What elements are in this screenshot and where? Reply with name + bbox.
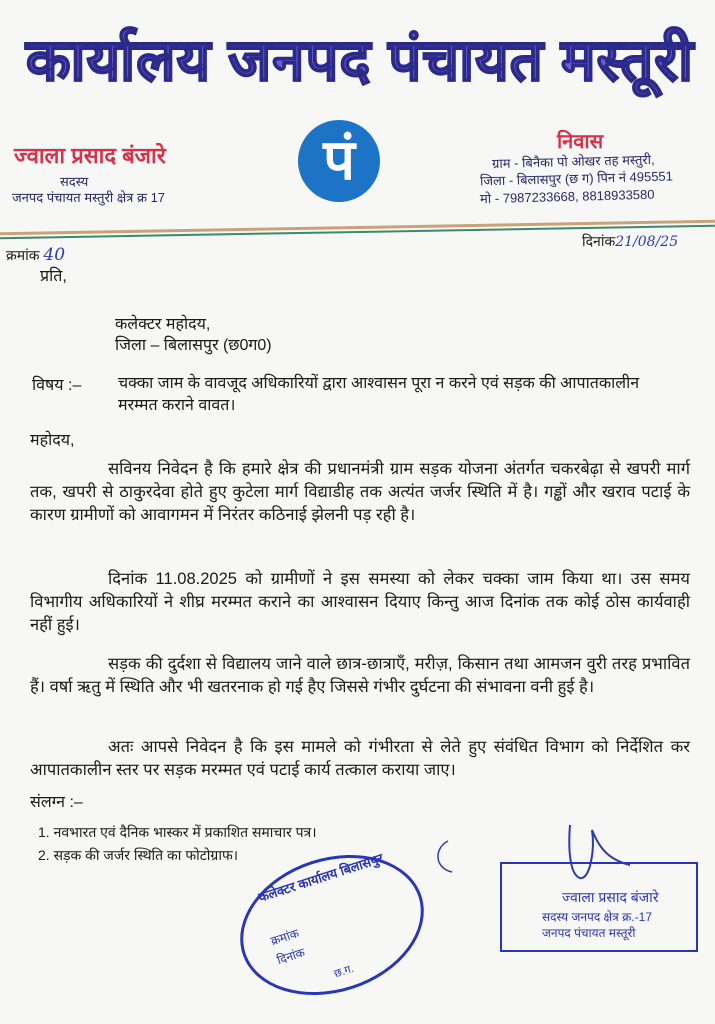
ref-label: क्रमांक: [6, 247, 40, 263]
address-line-3: मो - 7987233668, 8818933580: [479, 186, 655, 207]
stamp-bottom-text: छ.ग.: [332, 962, 356, 981]
date-label: दिनांक: [582, 233, 616, 249]
enclosure-item-1: 1. नवभारत एवं दैनिक भास्कर में प्रकाशित समाचार पत्र।: [38, 824, 317, 840]
signature-stamp: [500, 862, 698, 952]
member-role: सदस्य: [60, 174, 89, 189]
subject-label: विषय :–: [32, 377, 82, 394]
recipient-line-2: जिला – बिलासपुर (छ0ग0): [115, 337, 272, 354]
address-line-1: ग्राम - बिनैका पो ओखर तह मस्तुरी,: [491, 151, 655, 172]
ref-line: [6, 245, 65, 265]
paragraph-4: अतः आपसे निवेदन है कि इस मामले को गंभीरता से लेते हुए संवंधित विभाग को निर्देशित कर आपातकालीन स्तर पर सड़क मरम्मत एवं पटाई कार्य तत्काल कराया जाए।: [30, 738, 690, 779]
enclosure-item-2: 2. सड़क की जर्जर स्थिति का फोटोग्राफ।: [38, 847, 239, 863]
to-label: प्रति,: [40, 268, 67, 285]
pen-mark-icon: [428, 838, 458, 878]
paragraph-2: दिनांक 11.08.2025 को ग्रामीणों ने इस समस्या को लेकर चक्का जाम किया था। उस समय विभागीय अधिकारियों ने शीघ्र मरम्मत कराने का आश्वासन दियाए किन्तु आज दिनांक तक कोई ठोस कार्यवाही नहीं हुई।: [30, 570, 690, 634]
member-name: ज्वाला प्रसाद बंजारे: [14, 143, 166, 168]
salutation: महोदय,: [30, 432, 75, 449]
ref-value: 40: [43, 245, 66, 265]
panchayat-logo-icon: पं: [298, 120, 380, 202]
letterhead-title: कार्यालय जनपद पंचायत मस्तूरी: [25, 28, 695, 93]
paragraph-3: सड़क की दुर्दशा से विद्यालय जाने वाले छात्र-छात्राएँ, मरीज़, किसान तथा आमजन वुरी तरह प्रभावित हैं। वर्षा ऋतु में स्थिति और भी खतरनाक हो गई हैए जिससे गंभीर दुर्घटना की संभावना वनी हुई है।: [30, 655, 690, 696]
enclosure-label: संलग्न :–: [30, 794, 83, 811]
stamp-ring-text: कलेक्टर कार्यालय बिलासपुर: [256, 850, 386, 905]
residence-heading: निवास: [557, 131, 604, 153]
subject-text: चक्का जाम के वावजूद अधिकारियों द्वारा आश्वासन पूरा न करने एवं सड़क की आपातकालीन मरम्मत कराने वावत।: [118, 375, 640, 414]
paragraph-1: सविनय निवेदन है कि हमारे क्षेत्र की प्रधानमंत्री ग्राम सड़क योजना अंतर्गत चकरबेढ़ा से खपरी मार्ग तक, खपरी से ठाकुरदेवा होते हुए कुटेला मार्ग विद्याडीह तक अत्यंत जर्जर स्थिति में है। गड्ढों और खराव पटाई के कारण ग्रामीणों को आवागमन में निरंतर कठिनाई झेलनी पड़ रही है।: [30, 460, 690, 524]
signature-name: ज्वाला प्रसाद बंजारे: [562, 889, 659, 905]
recipient-line-1: कलेक्टर महोदय,: [115, 316, 211, 333]
date-value: 21/08/25: [615, 234, 679, 250]
received-stamp: [222, 832, 442, 1018]
date-line: [582, 232, 678, 251]
stamp-ref-label: क्रमांक: [268, 926, 301, 949]
stamp-date-label: दिनांक: [275, 945, 307, 968]
signature-line-2: सदस्य जनपद क्षेत्र क्र.-17: [542, 910, 652, 924]
signature-line-3: जनपद पंचायत मस्तूरी: [542, 926, 636, 940]
member-area: जनपद पंचायत मस्तुरी क्षेत्र क्र 17: [12, 190, 166, 205]
address-line-2: जिला - बिलासपुर (छ ग) पिन नं 495551: [479, 168, 674, 189]
